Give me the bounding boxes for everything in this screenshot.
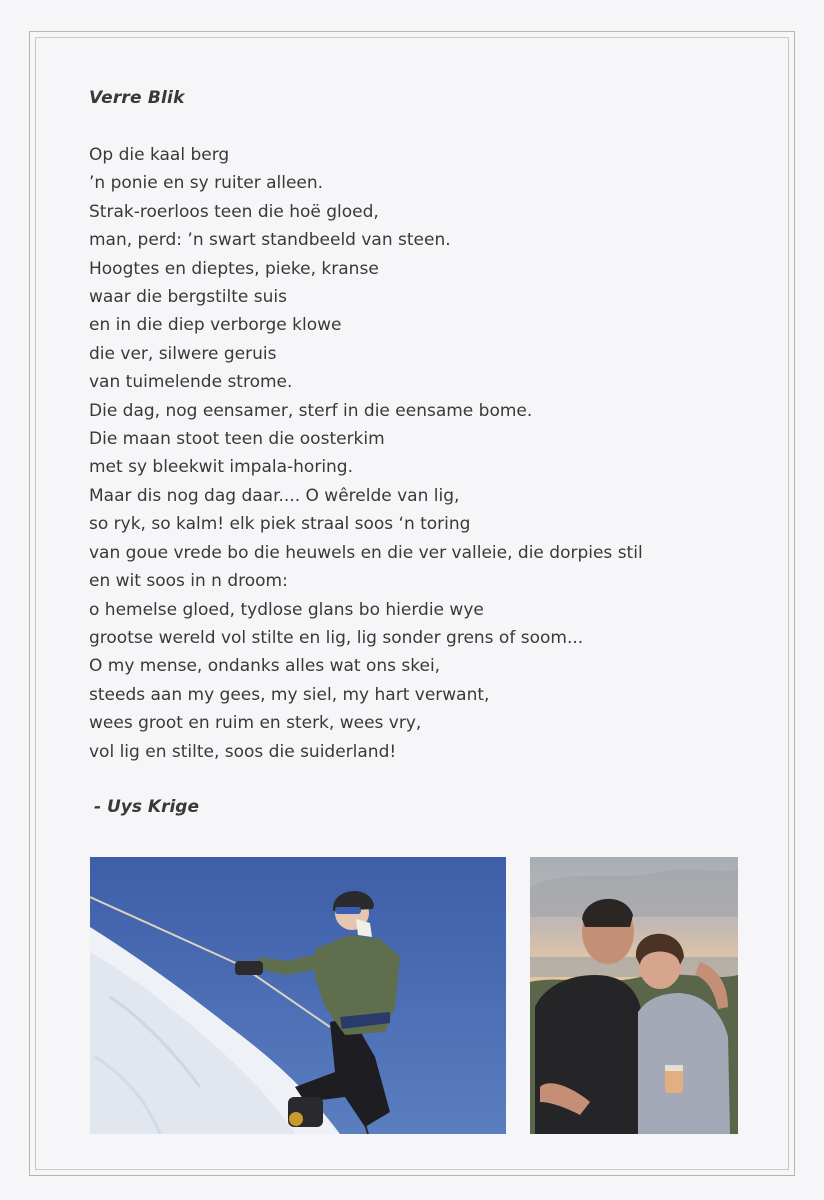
couple-illustration [530, 857, 738, 1134]
poem-line: en wit soos in n droom: [89, 571, 288, 592]
poem-line: Die dag, nog eensamer, sterf in die eensame bome. [89, 400, 533, 421]
poem-line: Op die kaal berg [89, 145, 230, 165]
poem-title: Verre Blik [89, 88, 185, 108]
poem-line: van goue vrede bo die heuwels en die ver valleie, die dorpies stil [89, 542, 643, 563]
poem-line: ’n ponie en sy ruiter alleen. [89, 173, 324, 194]
poem-line: en in die diep verborge klowe [89, 315, 342, 336]
poem-line: o hemelse gloed, tydlose glans bo hierdie wye [89, 599, 484, 620]
poem-line: man, perd: ’n swart standbeeld van steen. [89, 230, 451, 251]
poem-line: vol lig en stilte, soos die suiderland! [89, 741, 397, 762]
poem-line: Maar dis nog dag daar.... O wêrelde van lig, [89, 485, 460, 506]
couple-photo [530, 857, 738, 1134]
poem-author: - Uys Krige [94, 797, 199, 817]
poem-body [89, 141, 789, 766]
poem-line: met sy bleekwit impala-horing. [89, 457, 354, 478]
poem-line: steeds aan my gees, my siel, my hart verwant, [89, 684, 490, 705]
poem-line: grootse wereld vol stilte en lig, lig sonder grens of soom... [89, 627, 584, 648]
poem-line: Die maan stoot teen die oosterkim [89, 429, 385, 450]
poem-line: van tuimelende strome. [89, 372, 293, 393]
poem-line: Strak-roerloos teen die hoë gloed, [89, 201, 379, 222]
climber-photo [90, 857, 506, 1134]
poem-line: waar die bergstilte suis [89, 287, 287, 308]
poem-line: wees groot en ruim en sterk, wees vry, [89, 713, 422, 734]
poem-line: Hoogtes en dieptes, pieke, kranse [89, 258, 379, 279]
climber-illustration [90, 857, 506, 1134]
poem-line: die ver, silwere geruis [89, 343, 277, 364]
poem-line: so ryk, so kalm! elk piek straal soos ‘n toring [89, 514, 471, 535]
poem-line: O my mense, ondanks alles wat ons skei, [89, 656, 441, 677]
